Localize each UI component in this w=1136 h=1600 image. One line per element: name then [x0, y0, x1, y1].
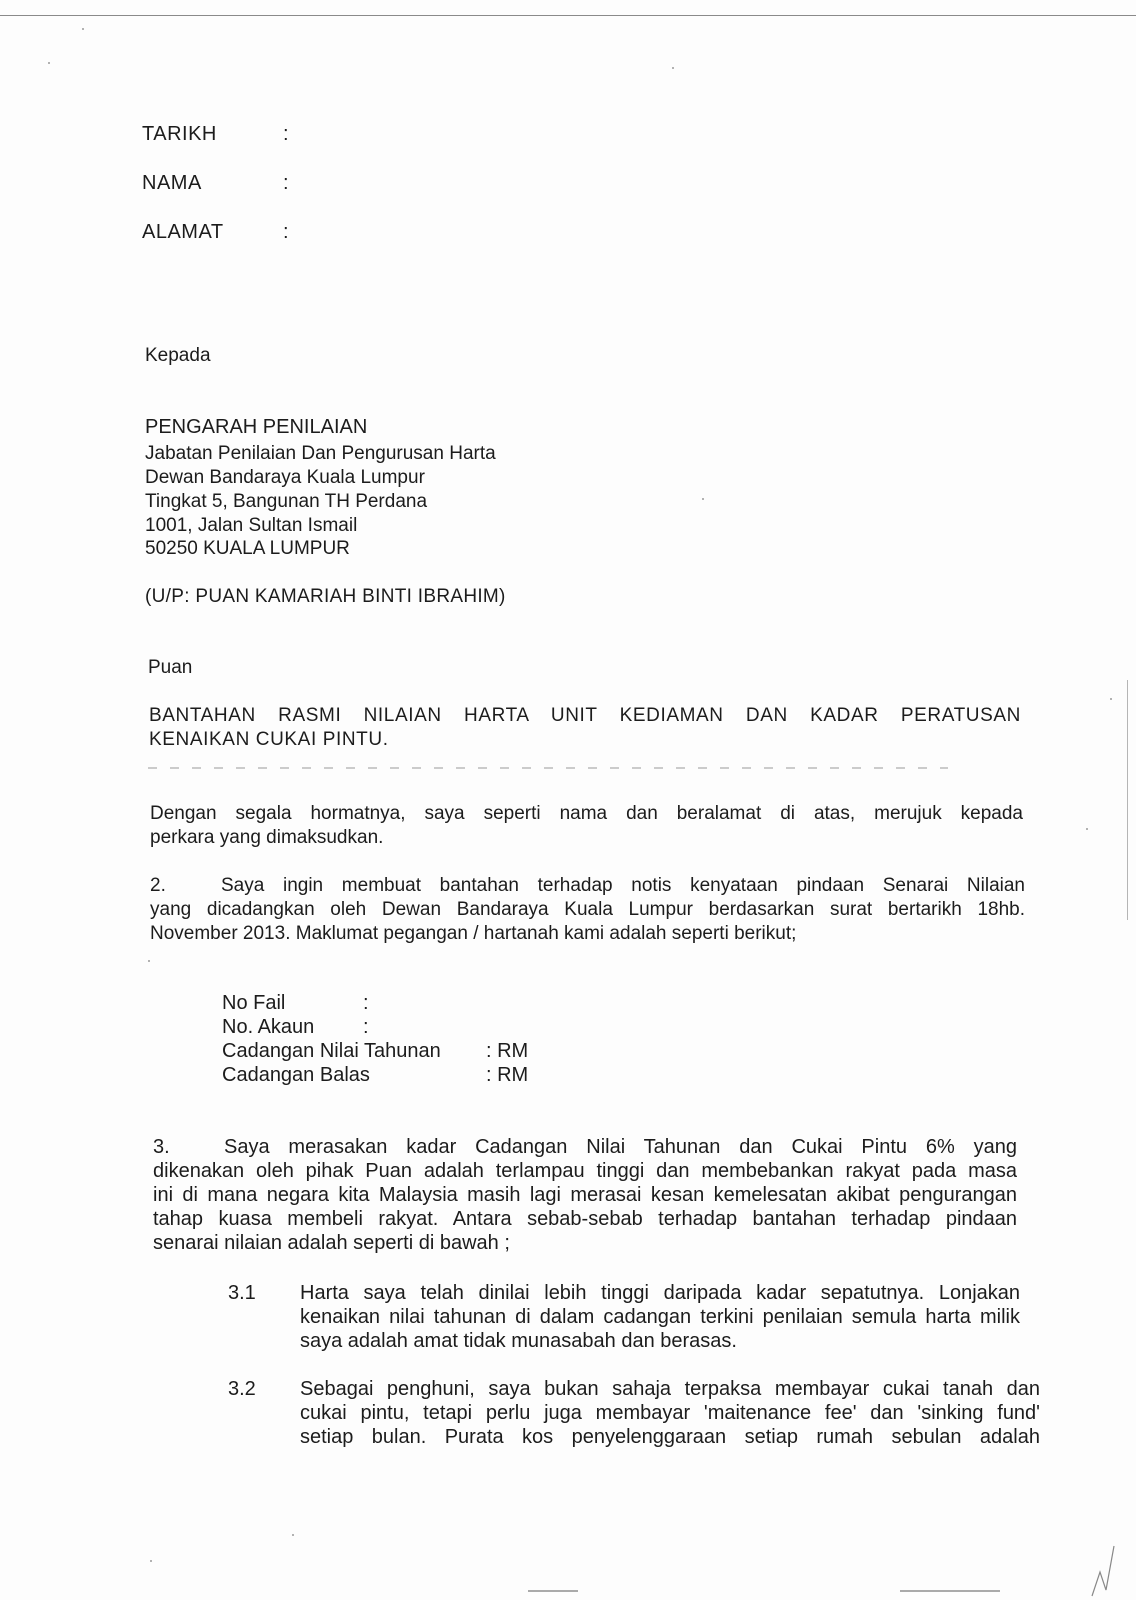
recipient-attention: (U/P: PUAN KAMARIAH BINTI IBRAHIM) — [145, 586, 506, 607]
nama-label: NAMA — [142, 172, 202, 194]
recipient-line: Tingkat 5, Bangunan TH Perdana — [145, 491, 428, 512]
point31-line: Harta saya telah dinilai lebih tinggi daripada kadar sepatutnya. Lonjakan — [300, 1282, 1020, 1304]
salutation-to: Kepada — [145, 345, 211, 366]
recipient-title: PENGARAH PENILAIAN — [145, 416, 368, 438]
para2-number: 2. — [150, 875, 166, 896]
para3-line: Saya merasakan kadar Cadangan Nilai Tahunan dan Cukai Pintu 6% yang — [224, 1136, 1017, 1158]
para1-line: perkara yang dimaksudkan. — [150, 827, 384, 848]
para2-line: Saya ingin membuat bantahan terhadap notis kenyataan pindaan Senarai Nilaian — [221, 875, 1025, 896]
info-sep: : RM — [486, 1064, 529, 1086]
scan-top-border — [0, 15, 1136, 16]
info-label-no-akaun: No. Akaun — [222, 1016, 315, 1038]
info-sep: : RM — [486, 1040, 529, 1062]
scan-speck — [702, 498, 704, 500]
recipient-postcode: 50250 KUALA LUMPUR — [145, 538, 350, 559]
tarikh-label: TARIKH — [142, 123, 217, 145]
alamat-colon: : — [283, 221, 289, 243]
point31-line: kenaikan nilai tahunan di dalam cadangan terkini penilaian semula harta milik — [300, 1306, 1020, 1328]
scan-speck — [150, 1560, 152, 1562]
point32-number: 3.2 — [228, 1378, 256, 1400]
tarikh-colon: : — [283, 123, 289, 145]
recipient-line: Dewan Bandaraya Kuala Lumpur — [145, 467, 425, 488]
alamat-label: ALAMAT — [142, 221, 224, 243]
info-label-no-fail: No Fail — [222, 992, 286, 1014]
scan-speck — [1086, 828, 1088, 830]
info-label-cadangan-balas: Cadangan Balas — [222, 1064, 370, 1086]
para3-line: dikenakan oleh pihak Puan adalah terlampau tinggi dan membebankan rakyat pada masa — [153, 1160, 1017, 1182]
para3-number: 3. — [153, 1136, 170, 1158]
nama-colon: : — [283, 172, 289, 194]
para2-line: November 2013. Maklumat pegangan / hartanah kami adalah seperti berikut; — [150, 923, 797, 944]
point32-line: cukai pintu, tetapi perlu juga membayar 'maitenance fee' dan 'sinking fund' — [300, 1402, 1040, 1424]
para3-line: senarai nilaian adalah seperti di bawah ; — [153, 1232, 510, 1254]
para3-line: ini di mana negara kita Malaysia masih lagi merasai kesan kemelesatan akibat pengurangan — [153, 1184, 1017, 1206]
point31-number: 3.1 — [228, 1282, 256, 1304]
scan-speck — [1110, 698, 1112, 700]
scan-speck — [82, 28, 84, 30]
scan-right-edge — [1127, 680, 1128, 920]
para3-line: tahap kuasa membeli rakyat. Antara sebab-sebab terhadap bantahan terhadap pindaan — [153, 1208, 1017, 1230]
info-label-cadangan-nilai-tahunan: Cadangan Nilai Tahunan — [222, 1040, 441, 1062]
info-sep: : — [363, 1016, 369, 1038]
info-sep: : — [363, 992, 369, 1014]
scan-speck — [672, 67, 674, 69]
pen-scribble-mark — [1088, 1542, 1118, 1598]
scan-bottom-mark — [900, 1590, 1000, 1592]
subject-line: KENAIKAN CUKAI PINTU. — [149, 729, 389, 750]
point31-line: saya adalah amat tidak munasabah dan berasas. — [300, 1330, 737, 1352]
scan-speck — [48, 62, 50, 64]
para2-line: yang dicadangkan oleh Dewan Bandaraya Kuala Lumpur berdasarkan surat bertarikh 18hb. — [150, 899, 1025, 920]
para1-line: Dengan segala hormatnya, saya seperti nama dan beralamat di atas, merujuk kepada — [150, 803, 1023, 824]
recipient-line: 1001, Jalan Sultan Ismail — [145, 515, 358, 536]
scan-speck — [292, 1534, 294, 1536]
subject-underline — [148, 767, 948, 769]
scan-bottom-mark — [528, 1590, 578, 1592]
greeting: Puan — [148, 657, 193, 678]
recipient-line: Jabatan Penilaian Dan Pengurusan Harta — [145, 443, 496, 464]
point32-line: setiap bulan. Purata kos penyelenggaraan setiap rumah sebulan adalah — [300, 1426, 1040, 1448]
subject-line: BANTAHAN RASMI NILAIAN HARTA UNIT KEDIAMAN DAN KADAR PERATUSAN — [149, 705, 1021, 726]
scan-speck — [148, 960, 150, 962]
point32-line: Sebagai penghuni, saya bukan sahaja terpaksa membayar cukai tanah dan — [300, 1378, 1040, 1400]
